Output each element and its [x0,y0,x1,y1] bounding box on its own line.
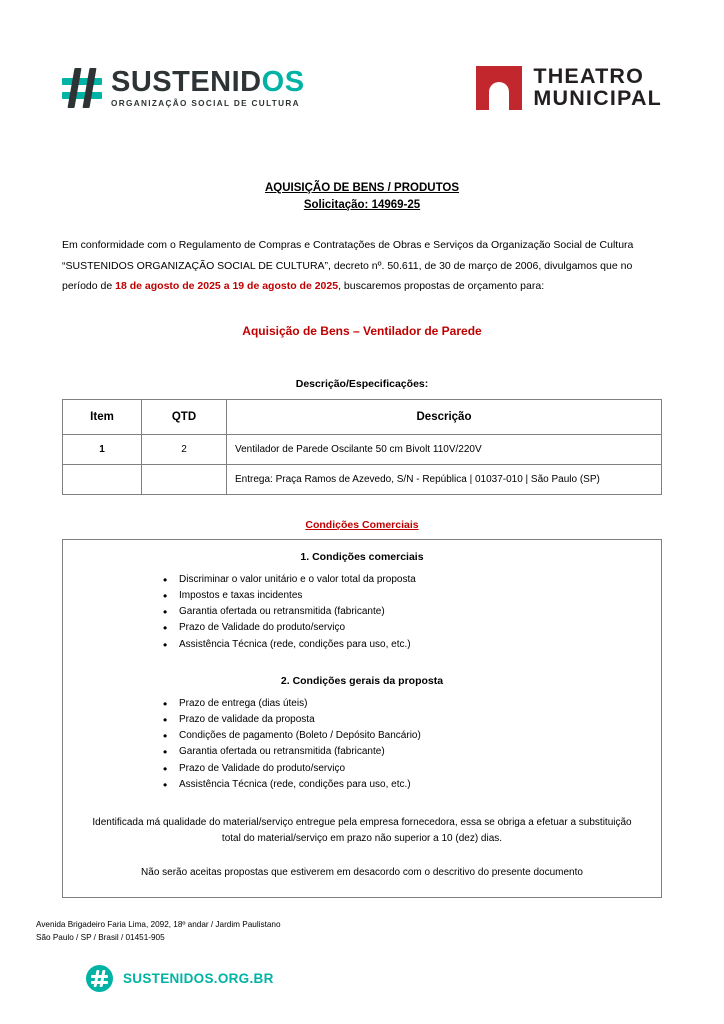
sustenidos-wordmark [111,65,305,108]
list-item: • Prazo de validade da proposta [163,712,647,728]
row-item [63,464,142,494]
document-footer [36,918,688,1024]
list-item: • Assistência Técnica (rede, condições para uso, etc.) [163,777,647,793]
row-qtd: 2 [142,434,227,464]
list-item: • Condições de pagamento (Boleto / Depósito Bancário) [163,728,647,744]
conditions-section2-heading: 2. Condições gerais da proposta [280,674,444,687]
intro-period: 18 de agosto de 2025 a 19 de agosto de 2025 [115,279,339,292]
theatro-arch-icon [476,66,522,110]
list-item: • Garantia ofertada ou retransmitida (fabricante) [163,604,647,620]
theatro-line1: THEATRO [533,64,645,89]
list-item: • Prazo de Validade do produto/serviço [163,620,647,636]
conditions-section2-list [163,696,647,793]
footer-website-url[interactable]: SUSTENIDOS.ORG.BR [123,970,274,986]
row-qtd [142,464,227,494]
table-row [63,464,662,494]
table-header-descricao: Descrição [227,399,662,434]
table-header-qtd: QTD [142,399,227,434]
list-item: • Assistência Técnica (rede, condições para uso, etc.) [163,637,647,653]
sustenidos-name-main: SUSTENID [111,65,262,98]
footer-address-line1: Avenida Brigadeiro Faria Lima, 2092, 18º andar / Jardim Paulistano [36,920,281,929]
conditions-note-quality: Identificada má qualidade do material/serviço entregue pela empresa fornecedora, essa se obriga a efetuar a substituição total do material/serviço em prazo não superior a 10 (dez) dias. [92,816,632,845]
items-table [62,399,662,495]
sustenidos-name-accent: OS [261,65,305,98]
theatro-line2: MUNICIPAL [533,86,662,110]
list-item: • Prazo de entrega (dias úteis) [163,696,647,712]
conditions-section1-heading: 1. Condições comerciais [300,550,424,563]
sustenidos-logo [62,65,305,108]
conditions-title: Condições Comerciais [305,518,419,531]
list-item: • Discriminar o valor unitário e o valor total da proposta [163,572,647,588]
table-header-row [63,399,662,434]
row-descricao: Ventilador de Parede Oscilante 50 cm Bivolt 110V/220V [227,434,662,464]
page-title: AQUISIÇÃO DE BENS / PRODUTOS [264,182,460,194]
row-delivery-address: Entrega: Praça Ramos de Azevedo, S/N - República | 01037-010 | São Paulo (SP) [227,464,662,494]
hash-circle-icon [86,965,113,992]
intro-part2: , buscaremos propostas de orçamento para: [338,279,545,292]
conditions-section1-list [163,572,647,653]
table-row [63,434,662,464]
footer-brand [36,965,688,992]
table-header-item: Item [63,399,142,434]
document-header [62,0,662,124]
theatro-wordmark [533,66,662,110]
object-title: Aquisição de Bens – Ventilador de Parede [242,323,482,338]
table-label: Descrição/Especificações: [295,377,429,390]
list-item: • Garantia ofertada ou retransmitida (fabricante) [163,744,647,760]
list-item: • Impostos e taxas incidentes [163,588,647,604]
footer-address-line2: São Paulo / SP / Brasil / 01451-905 [36,933,165,943]
conditions-box [62,539,662,899]
list-item: • Prazo de Validade do produto/serviço [163,761,647,777]
hash-icon [62,68,102,108]
intro-part1: Em conformidade com o Regulamento de Compras e Contratações de Obras e Serviços da Organização Social de Cultura “SUSTENIDOS ORGANIZAÇÃO SOCIAL DE CULTURA”, decreto nº. 50.611, de 30 de março de 2006, divulgamos que no período de [62,239,634,292]
theatro-municipal-logo [476,66,662,110]
conditions-note-compliance: Não serão aceitas propostas que estiverem em desacordo com o descritivo do presente documento [141,867,583,879]
request-number: Solicitação: 14969-25 [303,198,421,211]
row-item: 1 [63,434,142,464]
sustenidos-tagline: ORGANIZAÇÃO SOCIAL DE CULTURA [111,98,300,108]
intro-paragraph [62,235,662,295]
